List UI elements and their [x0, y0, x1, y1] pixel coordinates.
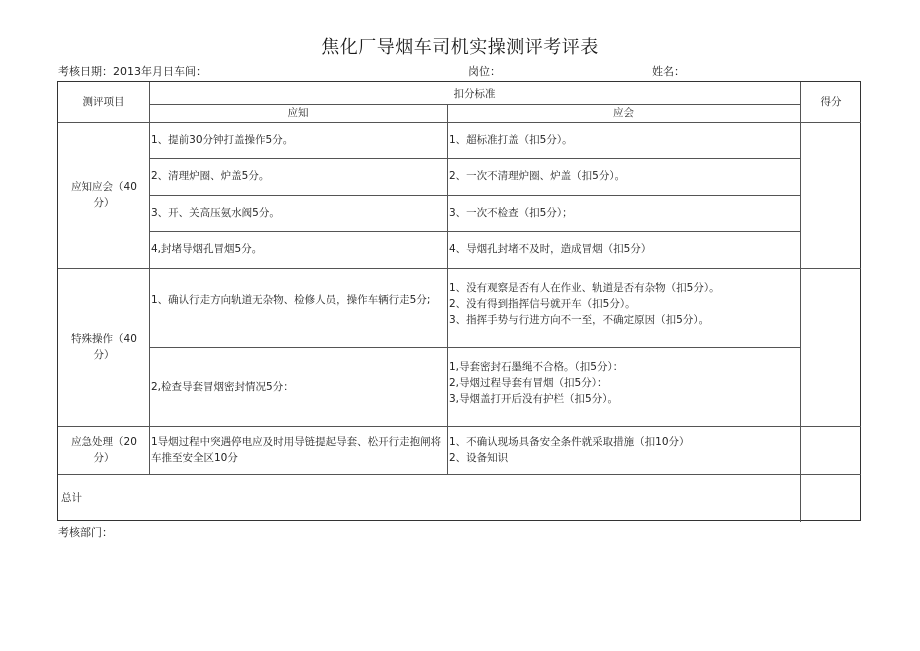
can-item: 1、不确认现场具备安全条件就采取措施（扣10分）	[449, 436, 690, 448]
section-label: 应知应会（40分）	[71, 181, 137, 209]
evaluation-table	[57, 81, 861, 521]
total-label: 总计	[61, 492, 82, 504]
department-label: 考核部门：	[58, 526, 113, 539]
header-can: 应会	[613, 107, 634, 119]
form-title: 焦化厂导烟车司机实操测评考评表	[321, 37, 599, 58]
can-item: 1,导套密封石墨绳不合格。（扣5分）：	[449, 361, 624, 373]
can-item: 3、指挥手势与行进方向不一至，不确定原因（扣5分）。	[449, 314, 710, 326]
header-score: 得分	[820, 96, 842, 108]
can-item: 1、超标准打盖（扣5分）。	[449, 134, 573, 146]
can-item: 2、设备知识	[449, 452, 509, 464]
position-label: 岗位：	[468, 65, 501, 78]
name-label: 姓名：	[652, 65, 685, 78]
header-know: 应知	[287, 107, 309, 119]
can-item: 1、没有观察是否有人在作业、轨道是否有杂物（扣5分）。	[449, 282, 720, 294]
can-item: 4、导烟孔封堵不及时，造成冒烟（扣5分）	[449, 243, 652, 255]
can-item: 2、没有得到指挥信号就开车（扣5分）。	[449, 298, 636, 310]
section-label: 特殊操作（40分）	[71, 333, 137, 361]
know-item: 1导烟过程中突遇停电应及时用导链提起导套、松开行走抱闸将车推至安全区10分	[151, 436, 442, 464]
header-item: 测评项目	[82, 96, 125, 108]
can-item: 2、一次不清理炉圈、炉盖（扣5分）。	[449, 170, 626, 182]
can-item: 3,导烟盖打开后没有护栏（扣5分）。	[449, 393, 618, 405]
know-item: 1、确认行走方向轨道无杂物、检修人员，操作车辆行走5分;	[151, 294, 431, 306]
can-item: 2,导烟过程导套有冒烟（扣5分）：	[449, 377, 608, 389]
can-item: 3、一次不检查（扣5分）；	[449, 207, 573, 219]
header-standard: 扣分标准	[453, 88, 496, 100]
know-item: 2,检查导套冒烟密封情况5分：	[151, 381, 294, 393]
exam-date-workshop: 考核日期：2013年月日车间：	[58, 65, 207, 78]
know-item: 4,封堵导烟孔冒烟5分。	[151, 243, 263, 255]
section-label: 应急处理（20分）	[71, 436, 137, 464]
know-item: 1、提前30分钟打盖操作5分。	[151, 134, 294, 146]
know-item: 3、开、关高压氨水阀5分。	[151, 207, 280, 219]
know-item: 2、清理炉圈、炉盖5分。	[151, 170, 270, 182]
